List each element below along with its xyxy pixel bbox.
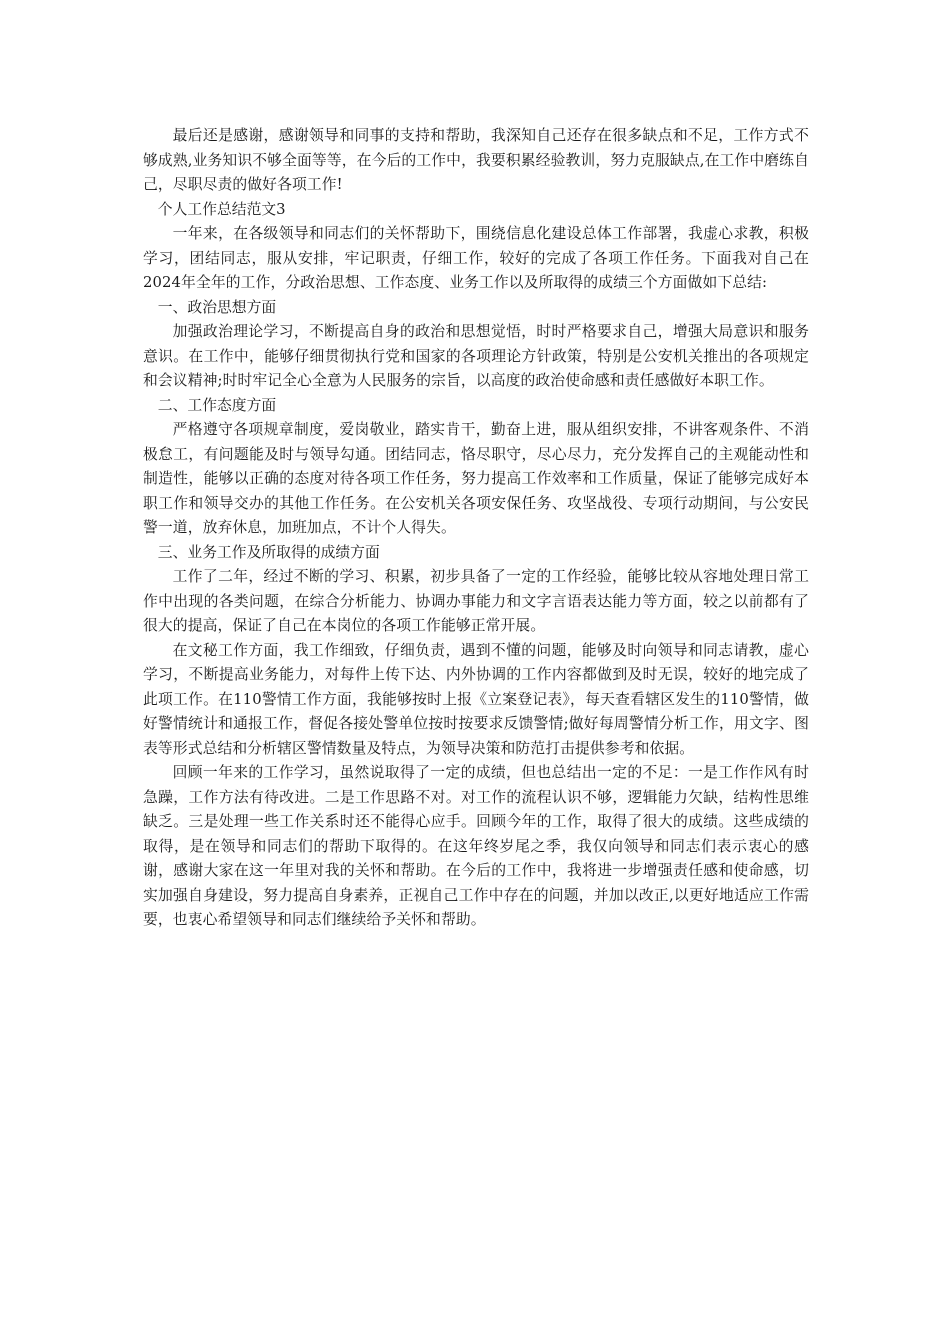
paragraph-closing-thanks: 最后还是感谢，感谢领导和同事的支持和帮助，我深知自己还存在很多缺点和不足，工作方式不够成熟,业务知识不够全面等等，在今后的工作中，我要积累经验教训，努力克服缺点,在工作中磨练自己，尽职尽责的做好各项工作! xyxy=(143,127,809,193)
document-page xyxy=(143,124,809,933)
paragraph-political-thought: 加强政治理论学习，不断提高自身的政治和思想觉悟，时时严格要求自己，增强大局意识和服务意识。在工作中，能够仔细贯彻执行党和国家的各项理论方针政策，特别是公安机关推出的各项规定和会议精神;时时牢记全心全意为人民服务的宗旨，以高度的政治使命感和责任感做好本职工作。 xyxy=(143,323,809,389)
heading-work-attitude: 二、工作态度方面 xyxy=(157,396,277,414)
paragraph-secretarial-work: 在文秘工作方面，我工作细致，仔细负责，遇到不懂的问题，能够及时向领导和同志请教，虚心学习，不断提高业务能力，对每件上传下达、内外协调的工作内容都做到及时无误，较好的地完成了此项工作。在110警情工作方面，我能够按时上报《立案登记表》，每天查看辖区发生的110警情，做好警情统计和通报工作，督促各接处警单位按时按要求反馈警情;做好每周警情分析工作，用文字、图表等形式总结和分析辖区警情数量及特点，为领导决策和防范打击提供参考和依据。 xyxy=(143,641,809,757)
paragraph-work-attitude: 严格遵守各项规章制度，爱岗敬业，踏实肯干，勤奋上进，服从组织安排，不讲客观条件、不消极怠工，有问题能及时与领导勾通。团结同志，恪尽职守，尽心尽力，充分发挥自己的主观能动性和制造性，能够以正确的态度对待各项工作任务，努力提高工作效率和工作质量，保证了能够完成好本职工作和领导交办的其他工作任务。在公安机关各项安保任务、攻坚战役、专项行动期间，与公安民警一道，放弃休息，加班加点，不计个人得失。 xyxy=(143,421,809,536)
heading-political-thought: 一、政治思想方面 xyxy=(157,298,277,316)
heading-business-work: 三、业务工作及所取得的成绩方面 xyxy=(157,543,380,561)
paragraph-business-work: 工作了二年，经过不断的学习、积累，初步具备了一定的工作经验，能够比较从容地处理日常工作中出现的各类问题，在综合分析能力、协调办事能力和文字言语表达能力等方面，较之以前都有了很大的提高，保证了自己在本岗位的各项工作能够正常开展。 xyxy=(143,568,809,634)
paragraph-review: 回顾一年来的工作学习，虽然说取得了一定的成绩，但也总结出一定的不足：一是工作作风有时急躁，工作方法有待改进。二是工作思路不对。对工作的流程认识不够，逻辑能力欠缺，结构性思维缺乏。三是处理一些工作关系时还不能得心应手。回顾今年的工作，取得了很大的成绩。这些成绩的取得，是在领导和同志们的帮助下取得的。在这年终岁尾之季，我仅向领导和同志们表示衷心的感谢，感谢大家在这一年里对我的关怀和帮助。在今后的工作中，我将进一步增强责任感和使命感，切实加强自身建设，努力提高自身素养，正视自己工作中存在的问题，并加以改正,以更好地适应工作需要，也衷心希望领导和同志们继续给予关怀和帮助。 xyxy=(143,764,809,928)
section-title-sample-3: 个人工作总结范文3 xyxy=(157,200,286,218)
paragraph-intro: 一年来，在各级领导和同志们的关怀帮助下，围绕信息化建设总体工作部署，我虚心求教，积极学习，团结同志，服从安排，牢记职责，仔细工作，较好的完成了各项工作任务。下面我对自己在2024年全年的工作，分政治思想、工作态度、业务工作以及所取得的成绩三个方面做如下总结: xyxy=(143,225,809,291)
